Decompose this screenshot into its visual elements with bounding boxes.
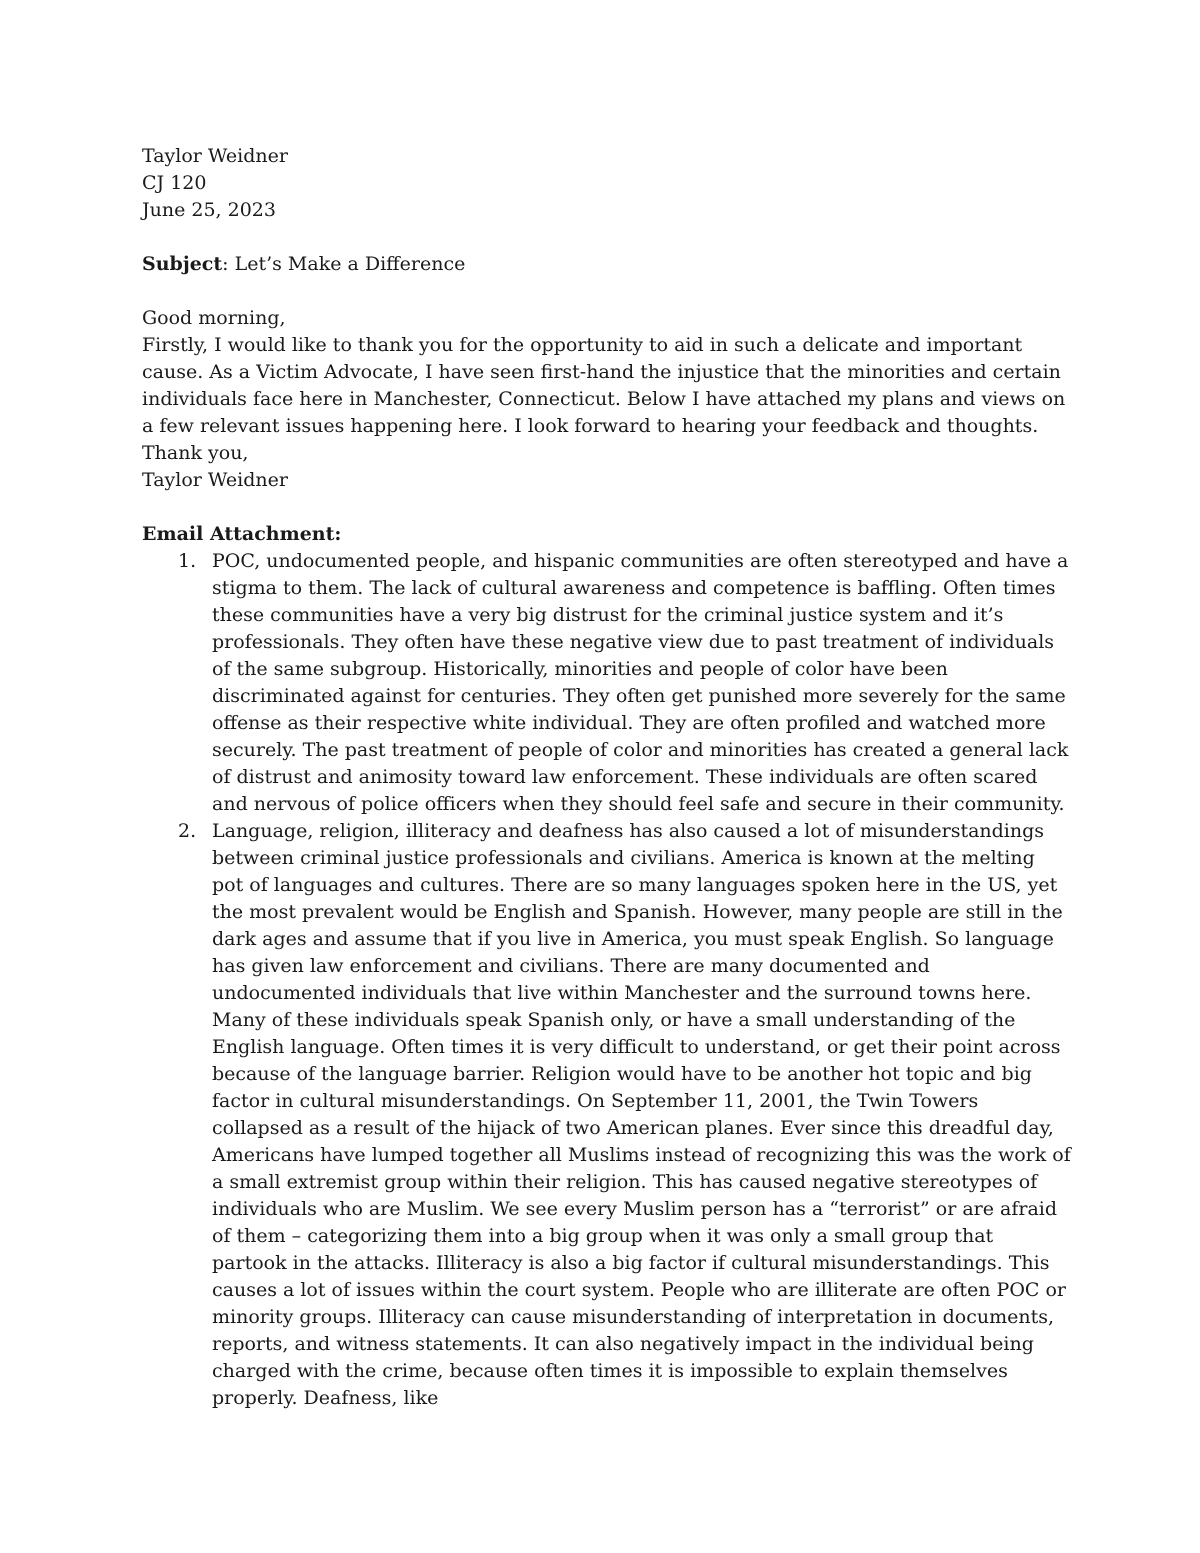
- author-name: Taylor Weidner: [142, 145, 288, 167]
- spacer: [142, 278, 1072, 305]
- subject-label: Subject: [142, 253, 223, 275]
- subject-line: [142, 251, 1072, 278]
- list-item-text: Language, religion, illiteracy and deafness has also caused a lot of misunderstandings between criminal justice professionals and civilians. America is known at the melting pot of languages and cultures. There are so many languages spoken here in the US, yet the most prevalent would be English and Spanish. However, many people are still in the dark ages and assume that if you live in America, you must speak English. So language has given law enforcement and civilians. There are many documented and undocumented individuals that live within Manchester and the surround towns here. Many of these individuals speak Spanish only, or have a small understanding of the English language. Often times it is very difficult to understand, or get their point across because of the language barrier. Religion would have to be another hot topic and big factor in cultural misunderstandings. On September 11, 2001, the Twin Towers collapsed as a result of the hijack of two American planes. Ever since this dreadful day, Americans have lumped together all Muslims instead of recognizing this was the work of a small extremist group within their religion. This has caused negative stereotypes of individuals who are Muslim. We see every Muslim person has a “terrorist” or are afraid of them – categorizing them into a big group when it was only a small group that partook in the attacks. Illiteracy is also a big factor if cultural misunderstandings. This causes a lot of issues within the court system. People who are illiterate are often POC or minority groups. Illiteracy can cause misunderstanding of interpretation in documents, reports, and witness statements. It can also negatively impact in the individual being charged with the crime, because often times it is impossible to explain themselves properly. Deafness, like: [212, 820, 1071, 1409]
- list-item-text: POC, undocumented people, and hispanic communities are often stereotyped and have a stigma to them. The lack of cultural awareness and competence is baffling. Often times these communities have a very big distrust for the criminal justice system and it’s professionals. They often have these negative view due to past treatment of individuals of the same subgroup. Historically, minorities and people of color have been discriminated against for centuries. They often get punished more severely for the same offense as their respective white individual. They are often profiled and watched more securely. The past treatment of people of color and minorities has created a general lack of distrust and animosity toward law enforcement. These individuals are often scared and nervous of police officers when they should feel safe and secure in their community.: [212, 550, 1069, 815]
- list-item-number: 2.: [178, 820, 197, 842]
- email-body-paragraph: Firstly, I would like to thank you for the opportunity to aid in such a delicate and important cause. As a Victim Advocate, I have seen first-hand the injustice that the minorities and certain individuals face here in Manchester, Connecticut. Below I have attached my plans and views on a few relevant issues happening here. I look forward to hearing your feedback and thoughts.: [142, 334, 1066, 437]
- spacer: [142, 224, 1072, 251]
- attachment-list: [142, 548, 1072, 1412]
- spacer: [142, 494, 1072, 521]
- greeting: Good morning,: [142, 307, 286, 329]
- subject-text: : Let’s Make a Difference: [222, 253, 466, 275]
- list-item: [142, 548, 1072, 818]
- signature: Taylor Weidner: [142, 469, 288, 491]
- attachment-heading: Email Attachment:: [142, 523, 342, 545]
- list-item-number: 1.: [178, 550, 197, 572]
- closing: Thank you,: [142, 442, 249, 464]
- letter-date: June 25, 2023: [142, 199, 276, 221]
- list-item: [142, 818, 1072, 1412]
- letter-body: [142, 143, 1072, 1412]
- course-code: CJ 120: [142, 172, 207, 194]
